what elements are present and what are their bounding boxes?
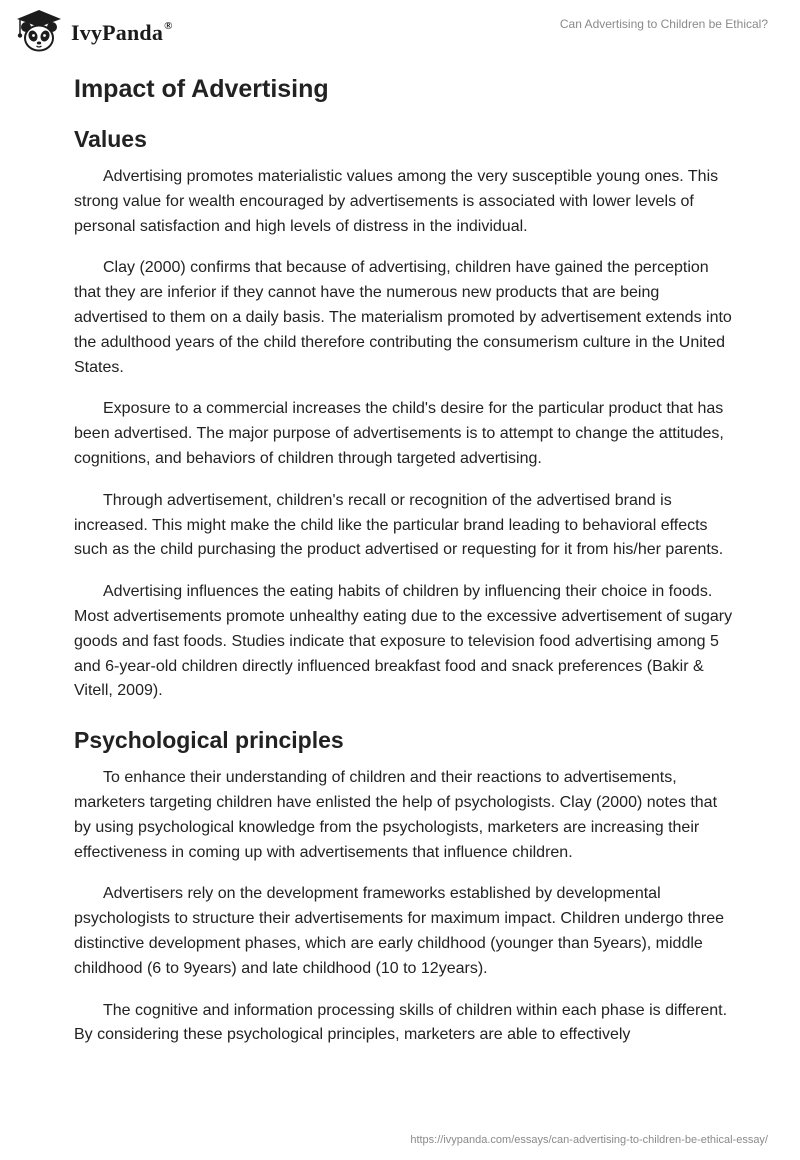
paragraph: The cognitive and information processing skills of children within each phase is different. By considering these psychological principles, marketers are able to effectively: [74, 1001, 728, 1044]
panda-graduation-cap-logo-icon: [14, 8, 64, 54]
paragraph: To enhance their understanding of children and their reactions to advertisements, marketers targeting children have enlisted the help of psychologists. Clay (2000) notes that by using psychological knowledge from the psychologists, marketers are increasing their effectiveness in coming up with advertisements that influence children.: [74, 769, 718, 861]
registered-mark: ®: [164, 20, 173, 32]
section-heading-values: Values: [74, 126, 147, 152]
article-title: Impact of Advertising: [74, 75, 329, 103]
page-header: [0, 0, 800, 62]
paragraph: Advertisers rely on the development frameworks established by developmental psychologists to structure their advertisements for maximum impact. Children undergo three distinctive development phases, which are early childhood (younger than 5years), middle childhood (6 to 9years) and late childhood (10 to 12years).: [74, 885, 725, 977]
brand-name: IvyPanda®: [71, 20, 173, 45]
paragraph: Advertising promotes materialistic values among the very susceptible young ones. This strong value for wealth encouraged by advertisements is associated with lower levels of personal satisfaction and high levels of distress in the individual.: [74, 168, 719, 235]
document-title: Can Advertising to Children be Ethical?: [559, 17, 768, 31]
paragraph: Clay (2000) confirms that because of advertising, children have gained the perception that they are inferior if they cannot have the numerous new products that are being advertised to them on a daily basis. The materialism promoted by advertisement extends into the adulthood years of the child therefore contributing the consumerism culture in the United States.: [74, 259, 732, 376]
paragraph: Advertising influences the eating habits of children by influencing their choice in foods. Most advertisements promote unhealthy eating due to the excessive advertisement of sugary goods and fast foods. Studies indicate that exposure to television food advertising among 5 and 6-year-old children directly influenced breakfast food and snack preferences (Bakir & Vitell, 2009).: [74, 583, 733, 700]
paragraph: Through advertisement, children's recall or recognition of the advertised brand is increased. This might make the child like the particular brand leading to behavioral effects such as the child purchasing the product advertised or requesting for it from his/her parents.: [74, 491, 724, 559]
paragraph: Exposure to a commercial increases the child's desire for the particular product that has been advertised. The major purpose of advertisements is to attempt to change the attitudes, cognitions, and behaviors of children through targeted advertising.: [74, 400, 724, 467]
article-body: [74, 70, 734, 1065]
section-heading-psychological-principles: Psychological principles: [74, 727, 344, 754]
source-url[interactable]: https://ivypanda.com/essays/can-advertising-to-children-be-ethical-essay/: [410, 1134, 768, 1146]
brand-logo[interactable]: [14, 8, 173, 54]
